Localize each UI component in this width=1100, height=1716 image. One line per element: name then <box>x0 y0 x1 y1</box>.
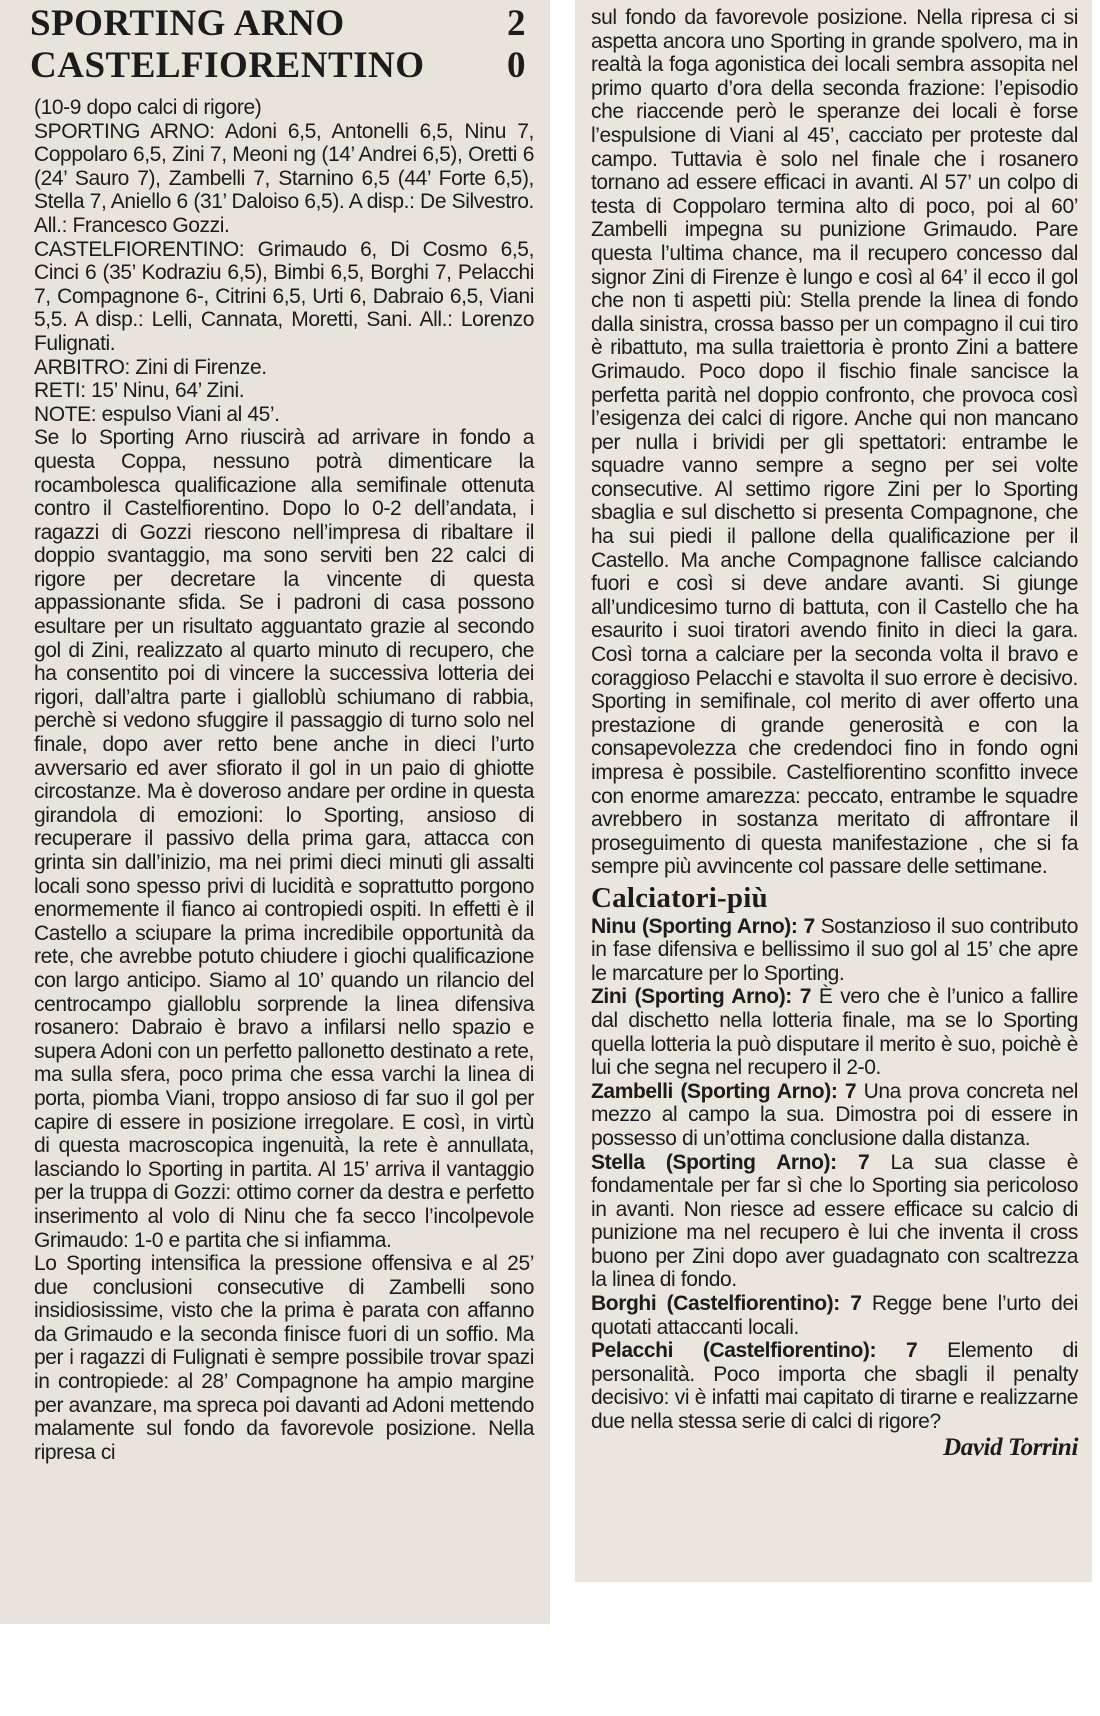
goals-line <box>34 379 534 403</box>
ratings-list <box>591 915 1078 1434</box>
referee-line <box>34 356 534 380</box>
rating-text: Sostanzioso il suo contributo in fase difensiva e bellissimo il suo gol al 15’ che apre le marcature per lo Sporting. <box>591 914 1078 985</box>
headline-home <box>30 2 526 45</box>
notes-line <box>34 403 534 427</box>
left-clipping <box>0 0 550 1624</box>
rating-text: La sua classe è fondamentale per far sì che lo Sporting sia pericoloso in avanti. Non riesce ad essere efficace su calcio di punizione ma nel recupero è lui che inventa il cross buono per Zini dopo aver guadagnato con scaltrezza la linea di fondo. <box>591 1150 1078 1292</box>
goals-label: RETI: <box>34 379 86 403</box>
goals-text: 15’ Ninu, 64’ Zini. <box>91 379 245 403</box>
penalties-note: (10-9 dopo calci di rigore) <box>34 96 262 119</box>
rating-player: Stella (Sporting Arno): 7 <box>591 1150 870 1174</box>
rating-text: È vero che è l’unico a fallire dal dischetto nella lotteria finale, ma se lo Sporting quella lotteria la può disputare il merito è suo, poichè è lui che segna nel recupero il 2-0. <box>591 985 1078 1080</box>
home-lineup <box>34 120 534 238</box>
right-clipping <box>575 0 1092 1582</box>
away-lineup-text: Grimaudo 6, Di Cosmo 6,5, Cinci 6 (35’ Kodraziu 6,5), Bimbi 6,5, Borghi 7, Pelacchi 7, Compagnone 6-, Citrini 6,5, Urti 6, Dabraio 6,5, Viani 5,5. A disp.: Lelli, Cannata, Moretti, Sani. All.: Lorenzo Fulignati. <box>34 237 534 355</box>
away-lineup-label: CASTELFIORENTINO: <box>34 237 245 261</box>
rating-player: Borghi (Castelfiorentino): 7 <box>591 1292 862 1316</box>
rating-player: Ninu (Sporting Arno): 7 <box>591 914 815 938</box>
home-lineup-label: SPORTING ARNO: <box>34 119 215 143</box>
home-lineup-text: Adoni 6,5, Antonelli 6,5, Ninu 7, Coppolaro 6,5, Zini 7, Meoni ng (14’ Andrei 6,5), Oretti 6 (24’ Sauro 7), Zambelli 7, Starnino 6,5 (44’ Forte 6,5), Stella 7, Aniello 6 (31’ Daloiso 6,5). A disp.: De Silvestro. All.: Francesco Gozzi. <box>34 119 534 237</box>
referee-text: Zini di Firenze. <box>135 355 267 379</box>
away-score: 0 <box>507 45 526 86</box>
notes-label: NOTE: <box>34 402 97 426</box>
headline-away <box>30 44 526 87</box>
rating-player: Pelacchi (Castelfiorentino): 7 <box>591 1339 918 1363</box>
article-paragraph-2: Lo Sporting intensifica la pressione offensiva e al 25’ due conclusioni consecutive di Zambelli sono insidiosissime, visto che la prima è parata con affanno da Grimaudo e la seconda finisce fuori di un soffio. Ma per i ragazzi di Fulignati è sempre possibile trovar spazi in contropiede: al 28’ Compagnone ha ampio margine per avanzare, ma spreca poi davanti ad Adoni mettendo malamente sul fondo da favorevole posizione. Nella ripresa ci <box>34 1252 534 1464</box>
rating-text: Regge bene l’urto dei quotati attaccanti locali. <box>591 1292 1079 1339</box>
referee-label: ARBITRO: <box>34 355 130 379</box>
home-score: 2 <box>507 3 526 44</box>
left-column <box>0 96 550 1464</box>
rating-item <box>591 1080 1078 1151</box>
rating-text: Elemento di personalità. Poco importa che sbagli il penalty decisivo: vi è infatti mai capitato di tirarne e realizzarne due nella stessa serie di calci di rigore? <box>591 1339 1079 1434</box>
away-lineup <box>34 238 534 356</box>
rating-item <box>591 985 1078 1079</box>
rating-item <box>591 1292 1078 1339</box>
byline: David Torrini <box>943 1433 1078 1461</box>
rating-player: Zambelli (Sporting Arno): 7 <box>591 1079 857 1103</box>
rating-text: Una prova concreta nel mezzo al campo la sua. Dimostra poi di essere in possesso di un’ottima conclusione dalla distanza. <box>591 1079 1079 1150</box>
rating-item <box>591 915 1078 986</box>
rating-item <box>591 1151 1078 1293</box>
rating-player: Zini (Sporting Arno): 7 <box>591 985 811 1009</box>
notes-text: espulso Viani al 45’. <box>101 402 280 426</box>
home-team: SPORTING ARNO <box>30 3 345 44</box>
rating-item <box>591 1339 1078 1433</box>
article-paragraph-3: sul fondo da favorevole posizione. Nella ripresa ci si aspetta ancora uno Sporting in grande spolvero, ma in realtà la foga agonistica dei locali sembra assopita nel primo quarto d’ora della seconda frazione: l’episodio che riaccende però le speranze dei locali è forse l’espulsione di Viani al 45’, cacciato per proteste dal campo. Tuttavia è solo nel finale che i rosanero tornano ad essere efficaci in avanti. Al 57’ un colpo di testa di Coppolaro termina alto di poco, poi al 60’ Zambelli impegna su punizione Grimaudo. Pare questa l’ultima chance, ma il recupero concesso dal signor Zini di Firenze è lungo e così al 64’ il ecco il gol che non ti aspetti più: Stella prende la linea di fondo dalla sinistra, crossa basso per un compagno il cui tiro è ribattuto, ma sulla traiettoria è pronto Zini a battere Grimaudo. Poco dopo il fischio finale sancisce la perfetta parità nel doppio confronto, che provoca così l’esigenza dei calci di rigore. Anche qui non mancano per nulla i brividi per gli spettatori: entrambe le squadre vanno sempre a segno per sei volte consecutive. Al settimo rigore Zini per lo Sporting sbaglia e sul dischetto si presenta Compagnone, che ha sui piedi il pallone della qualificazione per il Castello. Ma anche Compagnone fallisce calciando fuori e così si deve andare avanti. Si giunge all’undicesimo turno di battuta, con il Castello che ha esaurito i suoi tiratori avendo finito in dieci la gara. Così torna a calciare per la seconda volta il bravo e coraggioso Pelacchi e stavolta il suo errore è decisivo. Sporting in semifinale, col merito di aver offerto una prestazione di grande generosità e con la consapevolezza che credendoci fino in fondo ogni impresa è possibile. Castelfiorentino sconfitto invece con enorme amarezza: peccato, entrambe le squadre avrebbero in sostanza meritato di affrontare il proseguimento di questa manifestazione , che si fa sempre più avvincente col passare delle settimane. <box>591 6 1078 879</box>
away-team: CASTELFIORENTINO <box>30 45 425 86</box>
right-column <box>575 6 1092 1459</box>
ratings-title: Calciatori-più <box>591 881 768 914</box>
article-paragraph-1: Se lo Sporting Arno riuscirà ad arrivare in fondo a questa Coppa, nessuno potrà dimenticare la rocambolesca qualificazione alla semifinale ottenuta contro il Castelfiorentino. Dopo lo 0-2 dell’andata, i ragazzi di Gozzi riescono nell’impresa di ribaltare il doppio svantaggio, ma sono serviti ben 22 calci di rigore per decretare la vincente di questa appassionante sfida. Se i padroni di casa possono esultare per un risultato agguantato grazie al secondo gol di Zini, realizzato al quarto minuto di recupero, che ha consentito poi di vincere la successiva lotteria dei rigori, dall’altra parte i gialloblù schiumano di rabbia, perchè si vedono sfuggire il passaggio di turno solo nel finale, dopo aver retto bene anche in dieci l’urto avversario ed aver sfiorato il gol in un paio di ghiotte circostanze. Ma è doveroso andare per ordine in questa girandola di emozioni: lo Sporting, ansioso di recuperare il passivo della prima gara, attacca con grinta sin dall’inizio, ma nei primi dieci minuti gli assalti locali sono spesso privi di lucidità e soprattutto porgono enormemente il fianco ai contropiedi ospiti. In effetti è il Castello a sciupare la prima incredibile opportunità da rete, che avrebbe potuto chiudere i giochi qualificazione con largo anticipo. Siamo al 10’ quando un rilancio del centrocampo gialloblu sorprende la linea difensiva rosanero: Dabraio è bravo a infilarsi nello spazio e supera Adoni con un perfetto pallonetto destinato a rete, ma sulla sfera, poco prima che essa varchi la linea di porta, piomba Viani, troppo ansioso di far suo il gol per capire di essere in posizione irregolare. E così, in virtù di questa macroscopica ingenuità, la rete è annullata, lasciando lo Sporting in partita. Al 15’ arriva il vantaggio per la truppa di Gozzi: ottimo corner da destra e perfetto inserimento al volo di Ninu che fa secco l’incolpevole Grimaudo: 1-0 e partita che si infiamma. <box>34 426 534 1252</box>
